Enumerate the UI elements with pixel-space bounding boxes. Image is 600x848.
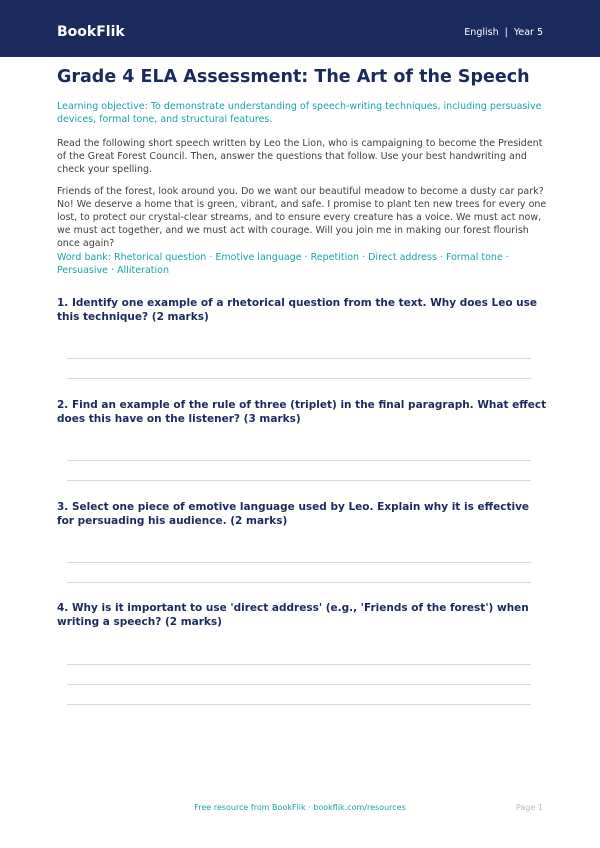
- subject-label: English: [464, 27, 499, 38]
- page-title: Grade 4 ELA Assessment: The Art of the Speech: [57, 67, 530, 87]
- instructions-paragraph: Read the following short speech written by Leo the Lion, who is campaigning to become the President of the Great Forest Council. Then, answer the questions that follow. Use your best handwriting and check your spelling.: [57, 138, 543, 175]
- question-3: 3. Select one piece of emotive language used by Leo. Explain why it is effective for persuading his audience. (2 marks): [57, 501, 530, 527]
- learning-objective: Learning objective: To demonstrate understanding of speech-writing techniques, including persuasive devices, formal tone, and structural features.: [57, 101, 542, 125]
- answer-line[interactable]: [67, 480, 531, 481]
- answer-line[interactable]: [67, 562, 531, 563]
- answer-line[interactable]: [67, 460, 531, 461]
- subject-year-label: [464, 27, 543, 39]
- answer-line[interactable]: [67, 664, 531, 665]
- page-number: Page 1: [516, 803, 543, 812]
- answer-line[interactable]: [67, 704, 531, 705]
- answer-line[interactable]: [67, 684, 531, 685]
- answer-line[interactable]: [67, 378, 531, 379]
- question-4: 4. Why is it important to use 'direct address' (e.g., 'Friends of the forest') when writing a speech? (2 marks): [57, 602, 529, 628]
- question-2: 2. Find an example of the rule of three (triplet) in the final paragraph. What effect does this have on the listener? (3 marks): [57, 399, 547, 425]
- footer-resource-link[interactable]: Free resource from BookFlik · bookflik.com/resources: [194, 803, 406, 812]
- year-label: Year 5: [513, 27, 543, 38]
- answer-line[interactable]: [67, 582, 531, 583]
- brand-logo-text: BookFlik: [57, 24, 125, 40]
- word-bank: Word bank: Rhetorical question · Emotive language · Repetition · Direct address · Formal tone · Persuasive · Alliteration: [57, 252, 509, 276]
- question-1: 1. Identify one example of a rhetorical question from the text. Why does Leo use this technique? (2 marks): [57, 297, 538, 323]
- header-separator: |: [504, 27, 508, 38]
- header-bar: [0, 0, 600, 57]
- speech-text: Friends of the forest, look around you. Do we want our beautiful meadow to become a dusty car park? No! We deserve a home that is green, vibrant, and safe. I promise to plant ten new trees for every one lost, to protect our crystal-clear streams, and to ensure every creature has a voice. We must act now, we must act together, and we must act with courage. Will you join me in making our forest flourish once again?: [57, 186, 547, 249]
- answer-line[interactable]: [67, 358, 531, 359]
